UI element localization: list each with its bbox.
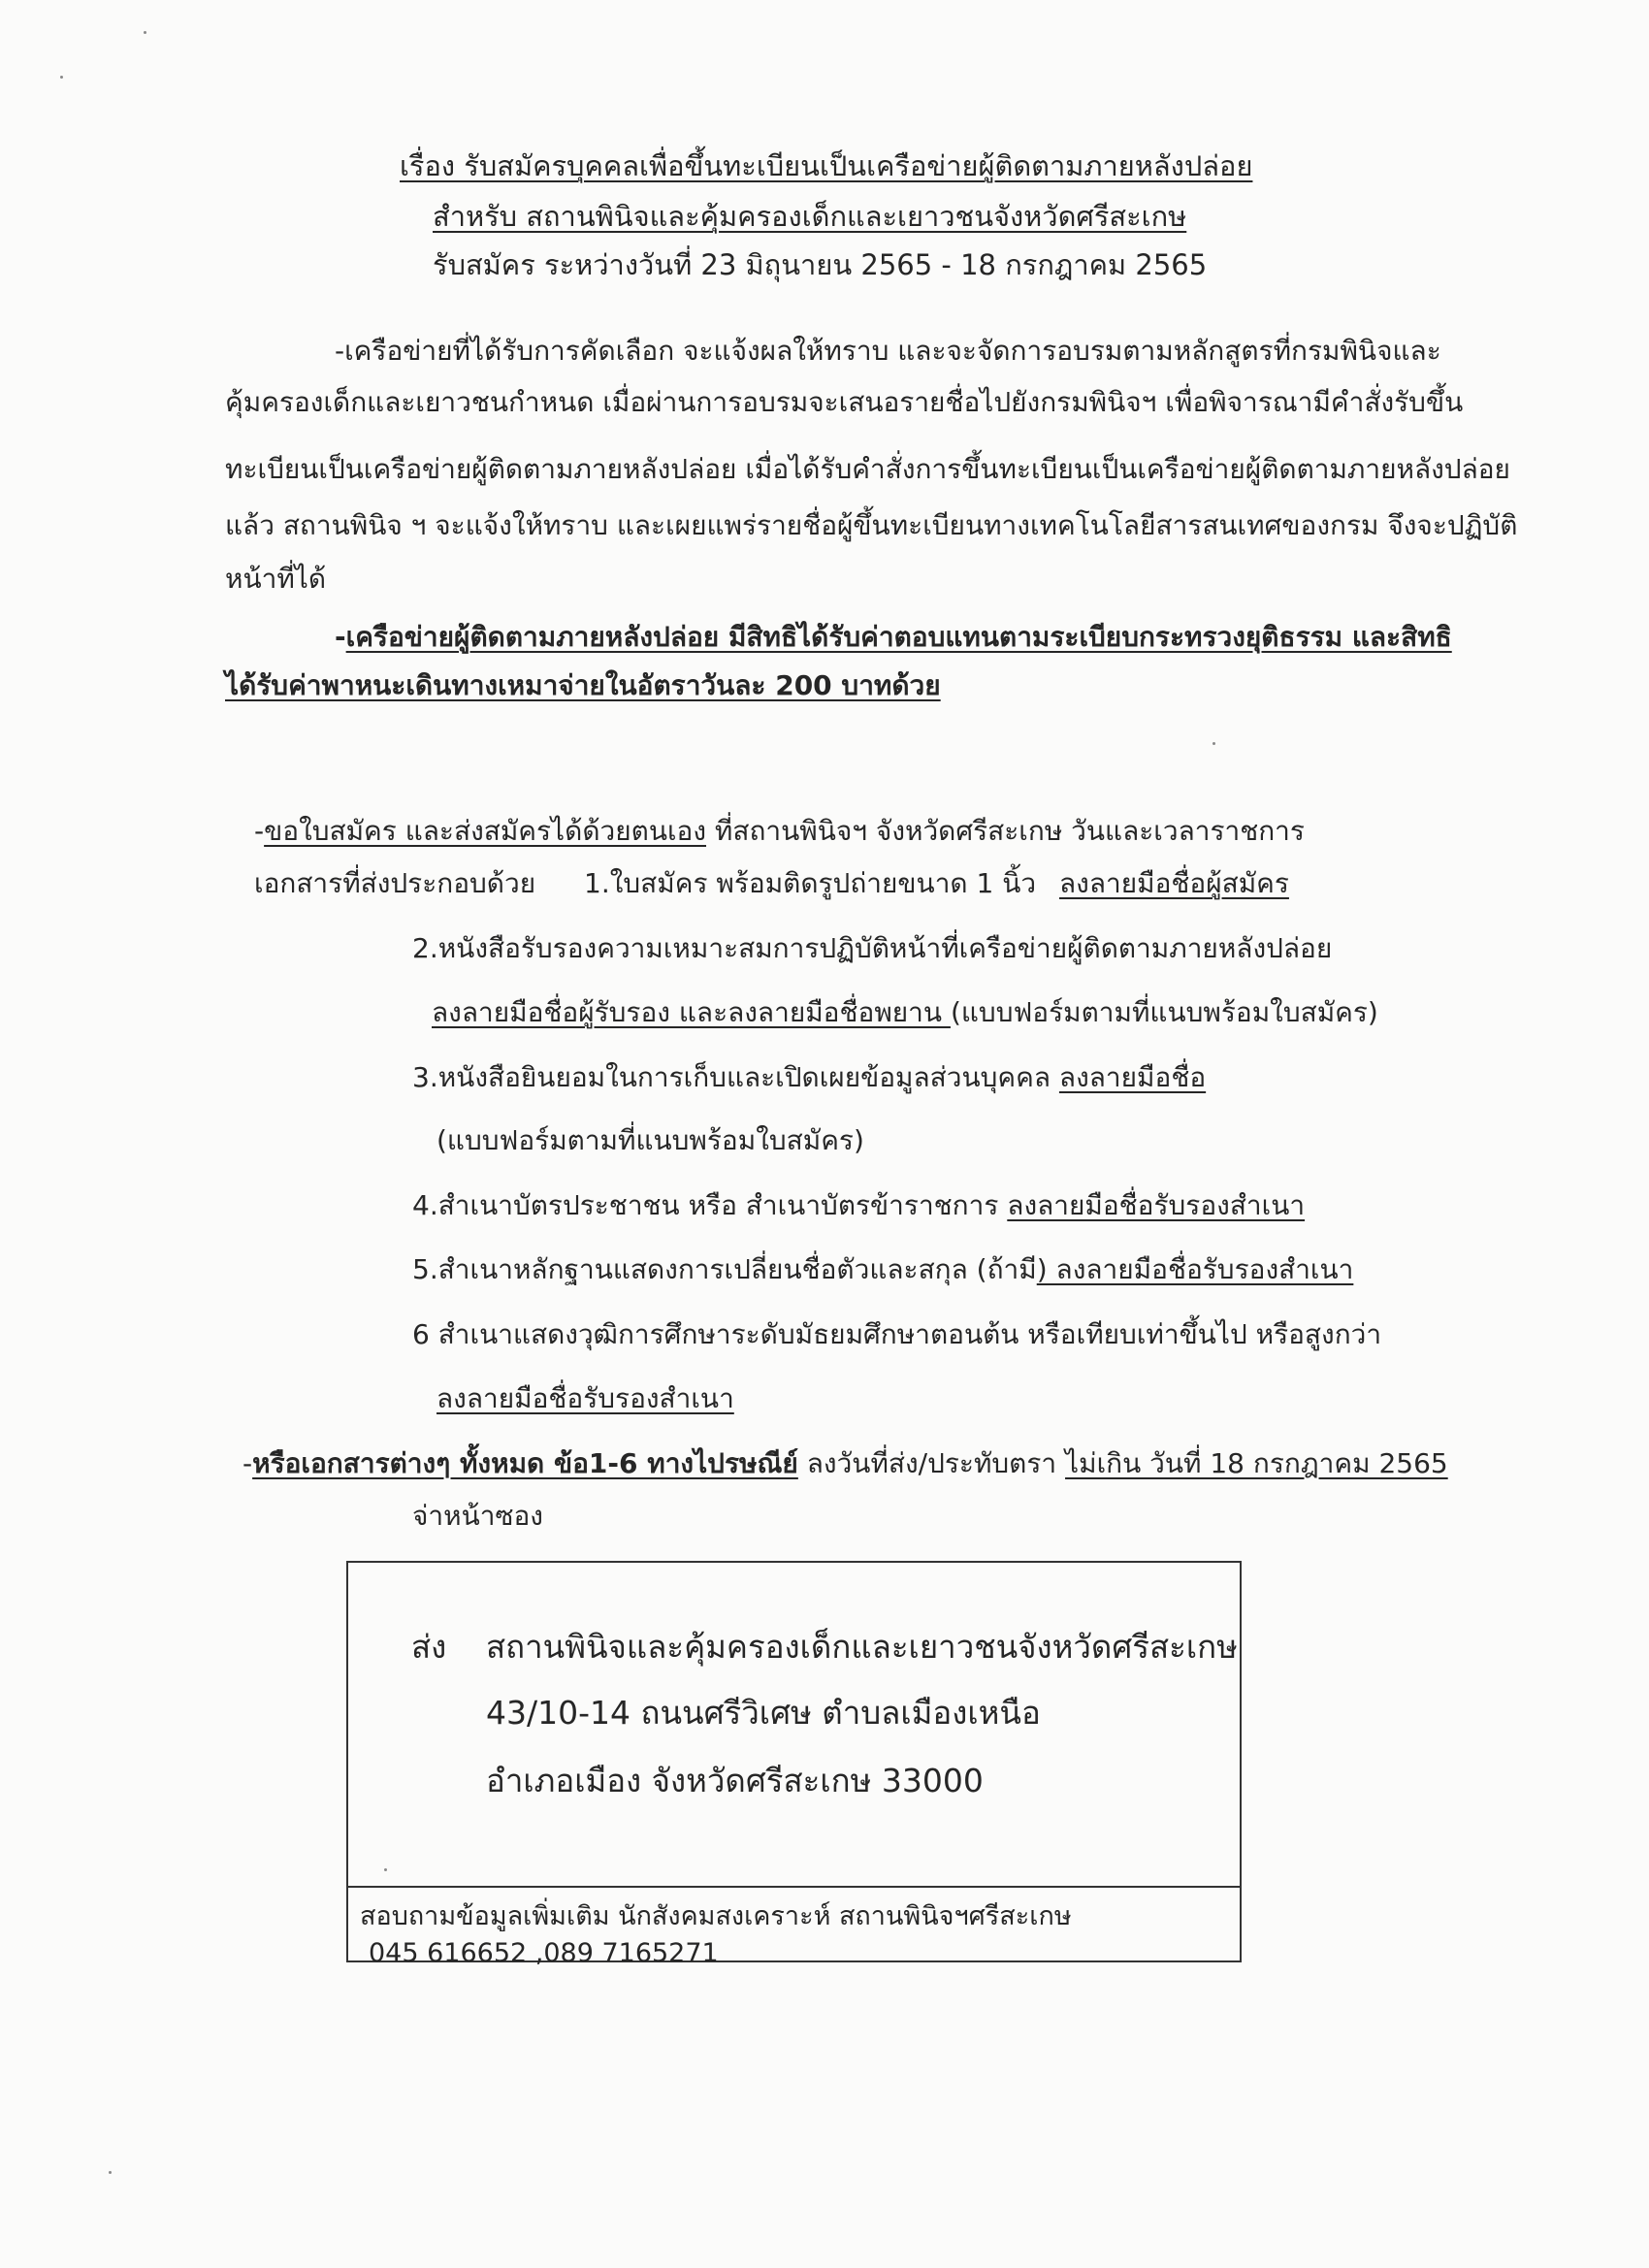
doc-item-2: 2.หนังสือรับรองความเหมาะสมการปฏิบัติหน้าที่เครือข่ายผู้ติดตามภายหลังปล่อย — [412, 932, 1333, 964]
para2-text-1: เครือข่ายผู้ติดตามภายหลังปล่อย มีสิทธิได้รับค่าตอบแทนตามระเบียบกระทรวงยุติธรรม และสิทธิ — [345, 621, 1452, 653]
address-line-3: อำเภอเมือง จังหวัดศรีสะเกษ 33000 — [486, 1762, 984, 1799]
send-label: ส่ง — [411, 1628, 447, 1666]
doc-item-3-sign: ลงลายมือชื่อ — [1058, 1061, 1207, 1093]
para1-line-3: ทะเบียนเป็นเครือข่ายผู้ติดตามภายหลังปล่อย เมื่อได้รับคำสั่งการขึ้นทะเบียนเป็นเครือข่ายผู้ติดตามภายหลังปล่อย — [225, 453, 1510, 485]
apply-location: ที่สถานพินิจฯ จังหวัดศรีสะเกษ วันและเวลาราชการ — [706, 815, 1305, 847]
doc-item-6-sign: ลงลายมือชื่อรับรองสำเนา — [436, 1382, 734, 1414]
doc-item-5-text: 5.สำเนาหลักฐานแสดงการเปลี่ยนชื่อตัวและสกุล (ถ้ามี — [412, 1253, 1037, 1285]
post-stamp-date: ลงวันที่ส่ง/ประทับตรา — [797, 1447, 1066, 1479]
apply-dash: - — [254, 815, 265, 847]
scan-speck — [1212, 742, 1215, 745]
doc-item-3-note: (แบบฟอร์มตามที่แนบพร้อมใบสมัคร) — [436, 1124, 864, 1156]
doc-item-4-text: 4.สำเนาบัตรประชาชน หรือ สำเนาบัตรข้าราชการ — [412, 1189, 1008, 1221]
scan-speck — [109, 2171, 112, 2174]
docs-intro: เอกสารที่ส่งประกอบด้วย — [254, 867, 536, 899]
doc-item-5 — [412, 1253, 1353, 1286]
para2-dash: - — [335, 621, 346, 653]
para2-line-2: ได้รับค่าพาหนะเดินทางเหมาจ่ายในอัตราวันละ 200 บาทด้วย — [225, 669, 941, 701]
doc-item-2-line-2 — [432, 996, 1378, 1029]
contact-phones: 045 616652 ,089 7165271 — [369, 1938, 719, 1968]
para1-line-1: -เครือข่ายที่ได้รับการคัดเลือก จะแจ้งผลให้ทราบ และจะจัดการอบรมตามหลักสูตรที่กรมพินิจและ — [335, 335, 1441, 367]
post-by-mail: หรือเอกสารต่างๆ ทั้งหมด ข้อ1-6 ทางไปรษณีย์ — [252, 1447, 798, 1479]
para2-line-1 — [335, 621, 1452, 654]
doc-item-2-sign: ลงลายมือชื่อผู้รับรอง และลงลายมือชื่อพยาน — [432, 996, 951, 1028]
doc-item-1-text: 1.ใบสมัคร พร้อมติดรูปถ่ายขนาด 1 นิ้ว — [584, 867, 1037, 899]
para1-line-2: คุ้มครองเด็กและเยาวชนกำหนด เมื่อผ่านการอบรมจะเสนอรายชื่อไปยังกรมพินิจฯ เพื่อพิจารณามีคำสั่งรับขึ้น — [225, 386, 1464, 418]
contact-line: สอบถามข้อมูลเพิ่มเติม นักสังคมสงเคราะห์ สถานพินิจฯศรีสะเกษ — [360, 1901, 1072, 1931]
scan-speck — [144, 31, 146, 34]
post-dash: - — [242, 1447, 253, 1479]
scan-speck — [384, 1868, 387, 1871]
doc-item-6: 6 สำเนาแสดงวุฒิการศึกษาระดับมัธยมศึกษาตอนต้น หรือเทียบเท่าขึ้นไป หรือสูงกว่า — [412, 1318, 1382, 1350]
doc-item-3-text: 3.หนังสือยินยอมในการเก็บและเปิดเผยข้อมูลส่วนบุคคล — [412, 1061, 1059, 1093]
title-line-2: สำหรับ สถานพินิจและคุ้มครองเด็กและเยาวชนจังหวัดศรีสะเกษ — [433, 200, 1187, 233]
address-line-2: 43/10-14 ถนนศรีวิเศษ ตำบลเมืองเหนือ — [486, 1694, 1041, 1732]
doc-item-4-sign: ลงลายมือชื่อรับรองสำเนา — [1007, 1189, 1306, 1221]
box-divider — [348, 1886, 1240, 1888]
doc-item-1-sign: ลงลายมือชื่อผู้สมัคร — [1059, 867, 1289, 899]
date-range: รับสมัคร ระหว่างวันที่ 23 มิถุนายน 2565 - 18 กรกฎาคม 2565 — [433, 248, 1208, 281]
post-line — [242, 1447, 1448, 1480]
doc-item-4 — [412, 1189, 1305, 1222]
title-line-1: เรื่อง รับสมัครบุคคลเพื่อขึ้นทะเบียนเป็นเครือข่ายผู้ติดตามภายหลังปล่อย — [400, 149, 1253, 182]
doc-item-3 — [412, 1061, 1206, 1094]
doc-item-5-sign: ) ลงลายมือชื่อรับรองสำเนา — [1036, 1253, 1354, 1285]
address-line-1: สถานพินิจและคุ้มครองเด็กและเยาวชนจังหวัดศรีสะเกษ — [486, 1628, 1238, 1666]
address-box — [346, 1561, 1242, 1962]
para1-line-4: แล้ว สถานพินิจ ฯ จะแจ้งให้ทราบ และเผยแพร่รายชื่อผู้ขึ้นทะเบียนทางเทคโนโลยีสารสนเทศของกรม จึงจะปฏิบัติ — [225, 509, 1518, 541]
scan-speck — [60, 76, 63, 79]
apply-in-person: ขอใบสมัคร และส่งสมัครได้ด้วยตนเอง — [264, 815, 707, 847]
post-deadline: ไม่เกิน วันที่ 18 กรกฎาคม 2565 — [1065, 1447, 1448, 1479]
para1-line-5: หน้าที่ได้ — [225, 563, 327, 595]
doc-item-2-note: (แบบฟอร์มตามที่แนบพร้อมใบสมัคร) — [950, 996, 1378, 1028]
doc-item-1 — [584, 867, 1036, 900]
apply-line — [254, 815, 1305, 848]
post-envelope-label: จ่าหน้าซอง — [412, 1500, 543, 1532]
